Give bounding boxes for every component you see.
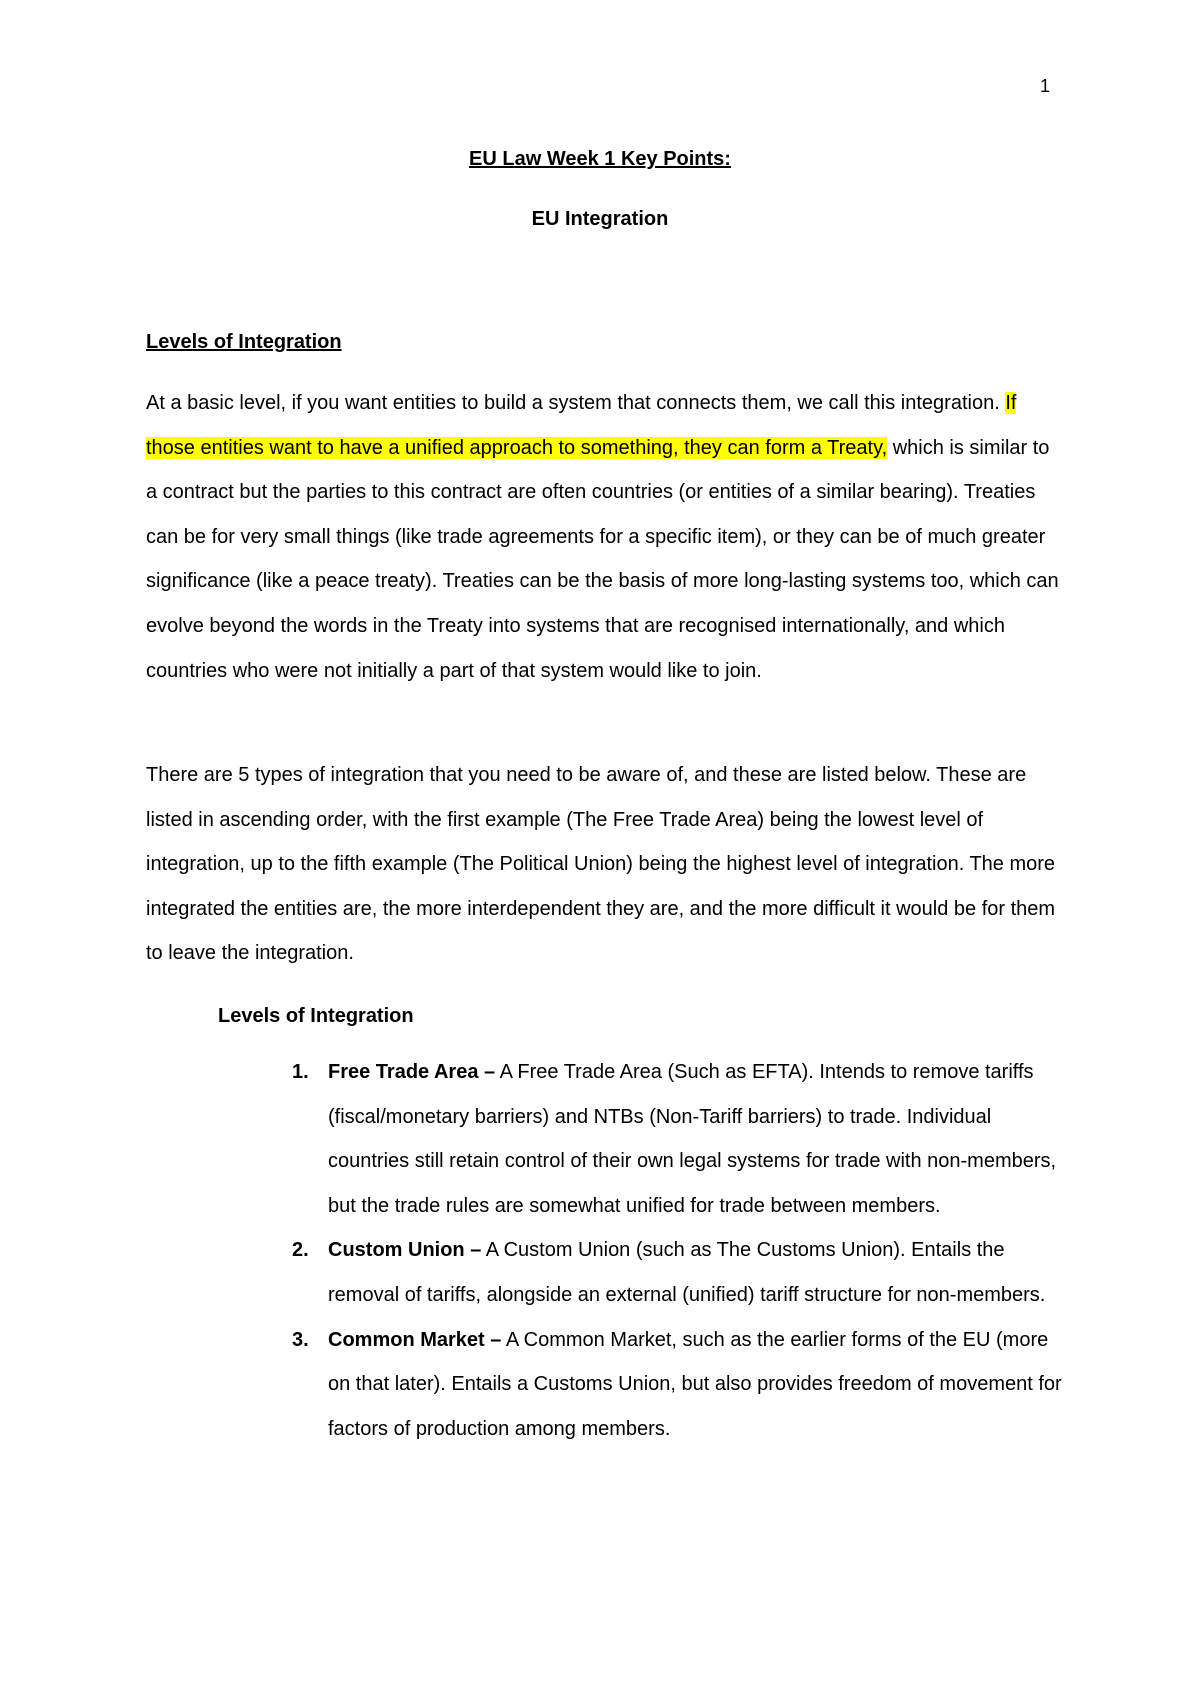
level-description: A Common Market, such as the earlier forms of the EU (more on that later). Entails a Customs Union, but also provides freedom of movement for factors of production among members. [328,1328,1062,1440]
level-description: A Custom Union (such as The Customs Union). Entails the removal of tariffs, alongside an external (unified) tariff structure for non-members. [328,1239,1046,1306]
page-number: 1 [1040,76,1051,96]
level-term: Custom Union – [328,1239,482,1262]
list-number: 3. [292,1328,309,1351]
document-subtitle: EU Integration [531,208,669,230]
intro-paragraph [146,381,1066,693]
types-paragraph: There are 5 types of integration that you need to be aware of, and these are listed below. These are listed in ascending order, with the first example (The Free Trade Area) being the lowest level of integration, up to the fifth example (The Political Union) being the highest level of integration. The more integrated the entities are, the more interdependent they are, and the more difficult it would be for them to leave the integration. [146,764,1056,965]
levels-list [292,1050,1072,1451]
intro-text-end: which is similar to a contract but the parties to this contract are often countries (or entities of a similar bearing). Treaties can be for very small things (like trade agreements for a specific item), or they can be of much greater significance (like a peace treaty). Treaties can be the basis of more long-lasting systems too, which can evolve beyond the words in the Treaty into systems that are recognised internationally, and which countries who were not initially a part of that system would like to join. [146,436,1059,682]
list-number: 2. [292,1239,309,1262]
intro-text-start: At a basic level, if you want entities to build a system that connects them, we call this integration. [146,392,1006,414]
level-item-free-trade-area [292,1050,1072,1228]
document-title: EU Law Week 1 Key Points: [469,148,731,170]
level-item-common-market [292,1318,1072,1452]
level-item-custom-union [292,1228,1072,1317]
levels-subheading: Levels of Integration [218,1005,414,1027]
level-description: A Free Trade Area (Such as EFTA). Intends to remove tariffs (fiscal/monetary barriers) and NTBs (Non-Tariff barriers) to trade. Individual countries still retain control of their own legal systems for trade with non-members, but the trade rules are somewhat unified for trade between members. [328,1061,1057,1217]
level-term: Common Market – [328,1328,502,1351]
highlighted-text: If those entities want to have a unified approach to something, they can form a Treaty, [146,392,1017,459]
section-heading: Levels of Integration [146,331,342,353]
level-term: Free Trade Area – [328,1061,496,1083]
list-number: 1. [292,1061,309,1083]
